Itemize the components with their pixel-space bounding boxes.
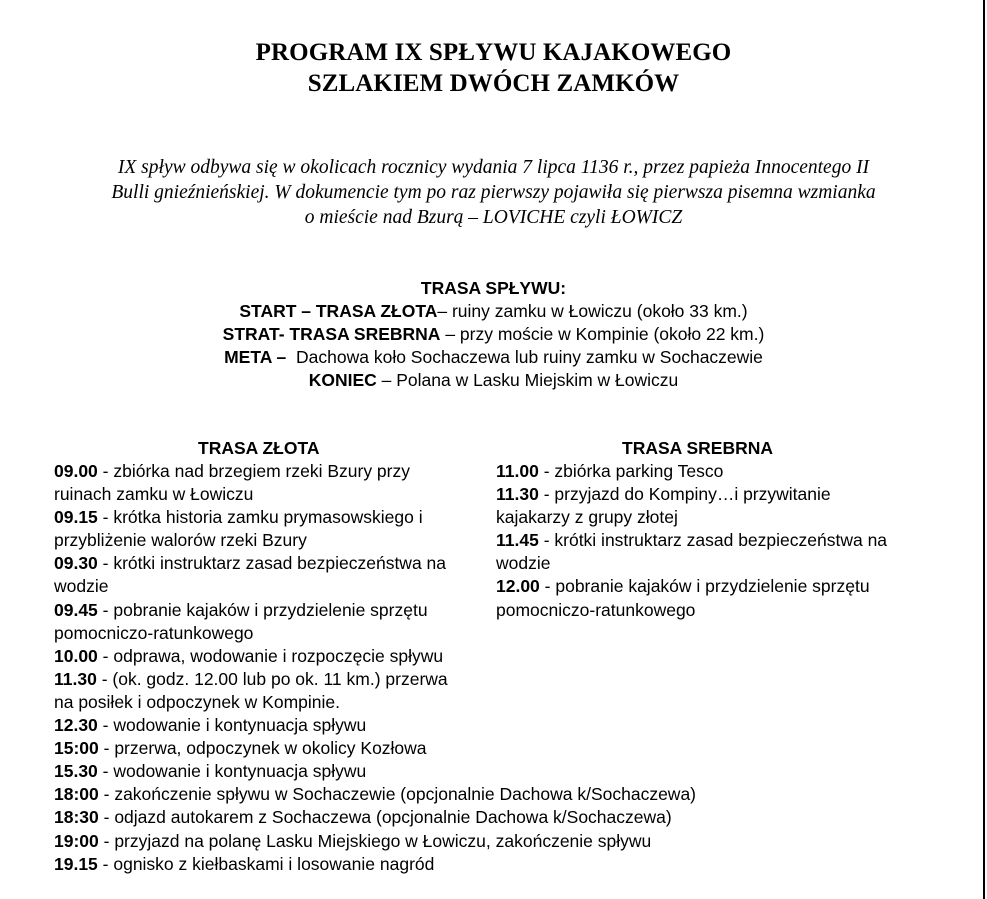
route-strat-label: STRAT- TRASA SREBRNA: [222, 324, 441, 344]
page-title-line-1: PROGRAM IX SPŁYWU KAJAKOWEGO: [255, 39, 732, 66]
schedule-item: 15.30 - wodowanie i kontynuacja spływu: [54, 761, 367, 782]
route-meta-label: META –: [224, 347, 287, 367]
route-start-label: START – TRASA ZŁOTA: [239, 301, 438, 321]
schedule-item: 18:30 - odjazd autokarem z Sochaczewa (opcjonalnie Dachowa k/Sochaczewa): [54, 807, 672, 828]
intro-line-1: IX spływ odbywa się w okolicach rocznicy wydania 7 lipca 1136 r., przez papieża Innocentego II: [117, 157, 870, 178]
schedule-item: 19.15 - ognisko z kiełbaskami i losowanie nagród: [54, 853, 435, 874]
route-strat: [0, 323, 987, 346]
schedule-item: 09.00 - zbiórka nad brzegiem rzeki Bzury przy ruinach zamku w Łowiczu: [54, 461, 410, 505]
route-meta: [0, 346, 987, 369]
route-strat-text: – przy moście w Kompinie (około 22 km.): [440, 324, 765, 344]
schedule-item: 12.00 - pobranie kajaków i przydzielenie sprzętu pomocniczo-ratunkowego: [496, 576, 870, 620]
schedule-item: 09.30 - krótki instruktarz zasad bezpieczeństwa na wodzie: [54, 553, 447, 597]
route-start: [0, 300, 987, 323]
schedule-item: 12.30 - wodowanie i kontynuacja spływu: [54, 715, 367, 736]
silver-route-heading: TRASA SREBRNA: [622, 438, 774, 458]
route-koniec-text: – Polana w Lasku Miejskim w Łowiczu: [376, 370, 679, 390]
schedule-item: 19:00 - przyjazd na polanę Lasku Miejskiego w Łowiczu, zakończenie spływu: [54, 830, 652, 851]
route-koniec: [0, 369, 987, 392]
schedule-item: 11.30 - przyjazd do Kompiny…i przywitanie kajakarzy z grupy złotej: [496, 484, 831, 528]
silver-route-schedule: [496, 460, 936, 622]
page-edge-rule: [983, 0, 985, 899]
schedule-item: 09.15 - krótka historia zamku prymasowskiego i przybliżenie walorów rzeki Bzury: [54, 507, 423, 551]
gold-route-heading: TRASA ZŁOTA: [198, 438, 320, 458]
schedule-item: 15:00 - przerwa, odpoczynek w okolicy Kozłowa: [54, 738, 427, 759]
page-title-line-2: SZLAKIEM DWÓCH ZAMKÓW: [307, 70, 680, 97]
schedule-item: 11.30 - (ok. godz. 12.00 lub po ok. 11 km.) przerwa na posiłek i odpoczynek w Kompinie.: [54, 668, 448, 712]
schedule-item: 09.45 - pobranie kajaków i przydzielenie sprzętu pomocniczo-ratunkowego: [54, 599, 428, 643]
schedule-item: 18:00 - zakończenie spływu w Sochaczewie (opcjonalnie Dachowa k/Sochaczewa): [54, 784, 697, 805]
route-koniec-label: KONIEC: [308, 370, 377, 390]
route-heading: TRASA SPŁYWU:: [420, 278, 567, 298]
route-meta-text: Dachowa koło Sochaczewa lub ruiny zamku w Sochaczewie: [286, 347, 763, 367]
route-start-text: – ruiny zamku w Łowiczu (około 33 km.): [437, 301, 748, 321]
schedule-item: 10.00 - odprawa, wodowanie i rozpoczęcie spływu: [54, 645, 444, 666]
intro-line-3: o mieście nad Bzurą – LOVICHE czyli ŁOWICZ: [304, 207, 683, 228]
schedule-item: 11.00 - zbiórka parking Tesco: [496, 461, 724, 481]
schedule-item: 11.45 - krótki instruktarz zasad bezpieczeństwa na wodzie: [496, 530, 888, 574]
intro-line-2: Bulli gnieźnieńskiej. W dokumencie tym po raz pierwszy pojawiła się pierwsza pisemna wzmianka: [111, 182, 876, 203]
